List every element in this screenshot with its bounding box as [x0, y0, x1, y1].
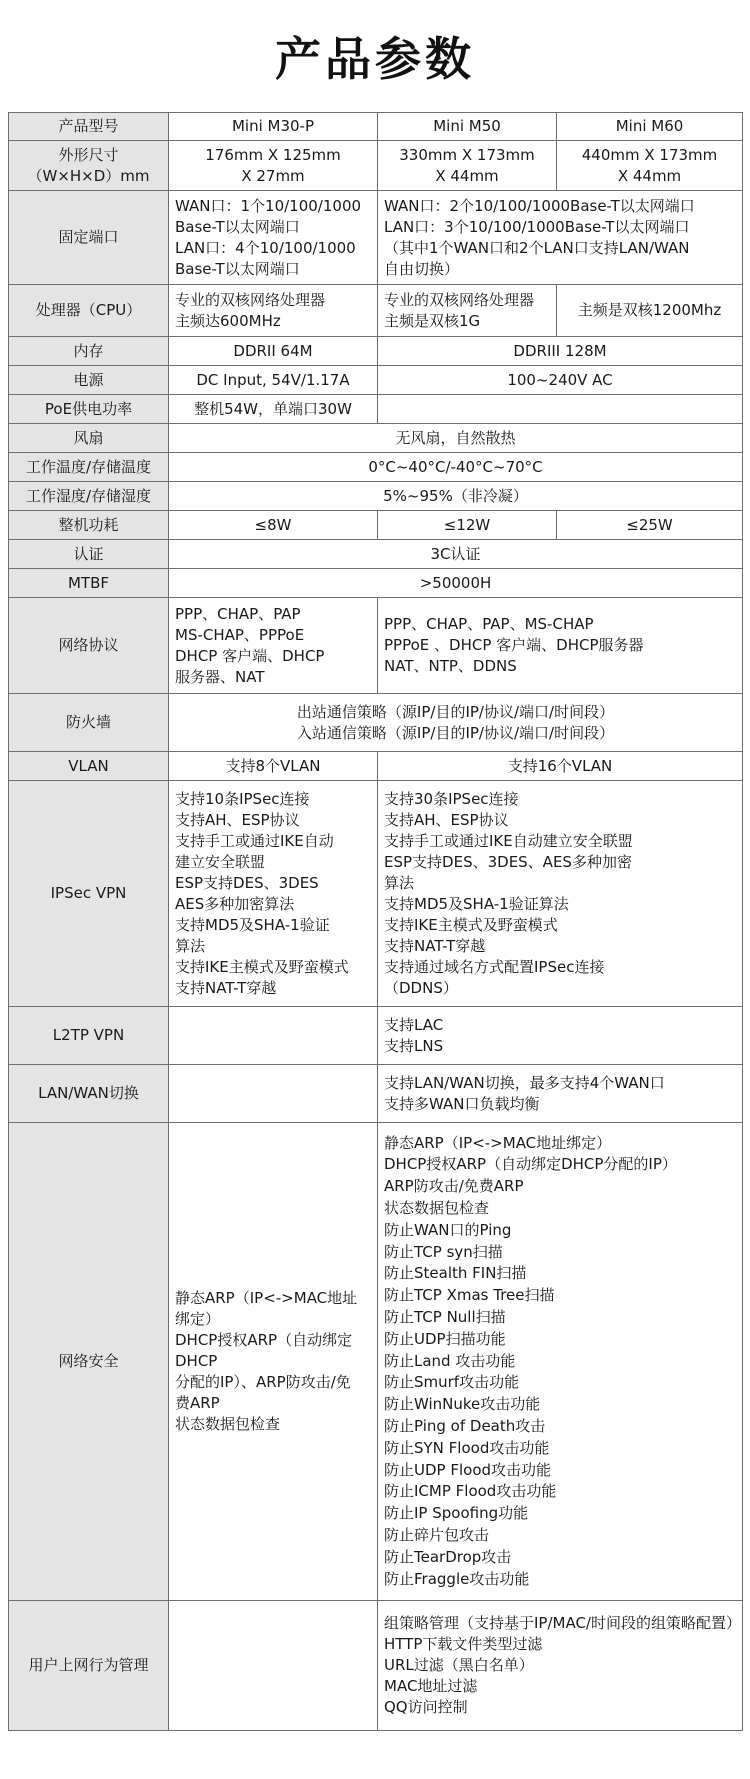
fan-value: 无风扇，自然散热	[169, 424, 743, 453]
row-cpu	[9, 285, 743, 337]
spec-table	[8, 112, 743, 1731]
model-m60: Mini M60	[557, 113, 743, 141]
row-behavior	[9, 1601, 743, 1731]
row-l2tp	[9, 1007, 743, 1065]
mtbf-label: MTBF	[9, 569, 169, 598]
row-humidity	[9, 482, 743, 511]
vlan-m30: 支持8个VLAN	[169, 752, 378, 781]
row-mtbf	[9, 569, 743, 598]
security-label: 网络安全	[9, 1123, 169, 1601]
size-label: 外形尺寸 （W×H×D）mm	[9, 141, 169, 191]
consumption-label: 整机功耗	[9, 511, 169, 540]
power-label: 电源	[9, 366, 169, 395]
row-temperature	[9, 453, 743, 482]
security-m50-m60: 静态ARP（IP<->MAC地址绑定） DHCP授权ARP（自动绑定DHCP分配的IP） ARP防攻击/免费ARP 状态数据包检查 防止WAN口的Ping 防止TCP syn扫描 防止Stealth FIN扫描 防止TCP Xmas Tree扫描 防止TCP Null扫描 防止UDP扫描功能 防止Land 攻击功能 防止Smurf攻击功能 防止WinNuke攻击功能 防止Ping of Death攻击 防止SYN Flood攻击功能 防止UDP Flood攻击功能 防止ICMP Flood攻击功能 防止IP Spoofing功能 防止碎片包攻击 防止TearDrop攻击 防止Fraggle攻击功能	[378, 1123, 743, 1601]
protocol-m50-m60: PPP、CHAP、PAP、MS-CHAP PPPoE 、DHCP 客户端、DHCP服务器 NAT、NTP、DDNS	[378, 598, 743, 694]
vlan-label: VLAN	[9, 752, 169, 781]
poe-label: PoE供电功率	[9, 395, 169, 424]
row-protocol	[9, 598, 743, 694]
row-ipsec	[9, 781, 743, 1007]
l2tp-label: L2TP VPN	[9, 1007, 169, 1065]
table-header-row	[9, 113, 743, 141]
poe-m50-m60	[378, 395, 743, 424]
size-m30: 176mm X 125mm X 27mm	[169, 141, 378, 191]
l2tp-m30	[169, 1007, 378, 1065]
ports-m50-m60: WAN口：2个10/100/1000Base-T以太网端口 LAN口：3个10/100/1000Base-T以太网端口 （其中1个WAN口和2个LAN口支持LAN/WAN 自由切换）	[378, 191, 743, 285]
protocol-m30: PPP、CHAP、PAP MS-CHAP、PPPoE DHCP 客户端、DHCP 服务器、NAT	[169, 598, 378, 694]
ports-label: 固定端口	[9, 191, 169, 285]
row-power	[9, 366, 743, 395]
row-poe	[9, 395, 743, 424]
consumption-m50: ≤12W	[378, 511, 557, 540]
row-security	[9, 1123, 743, 1601]
size-m60: 440mm X 173mm X 44mm	[557, 141, 743, 191]
row-certification	[9, 540, 743, 569]
firewall-value: 出站通信策略（源IP/目的IP/协议/端口/时间段） 入站通信策略（源IP/目的IP/协议/端口/时间段）	[169, 694, 743, 752]
lan-wan-m50-m60: 支持LAN/WAN切换，最多支持4个WAN口 支持多WAN口负载均衡	[378, 1065, 743, 1123]
row-lan-wan	[9, 1065, 743, 1123]
power-m50-m60: 100~240V AC	[378, 366, 743, 395]
model-m30p: Mini M30-P	[169, 113, 378, 141]
fan-label: 风扇	[9, 424, 169, 453]
vlan-m50-m60: 支持16个VLAN	[378, 752, 743, 781]
mtbf-value: >50000H	[169, 569, 743, 598]
cpu-m60: 主频是双核1200Mhz	[557, 285, 743, 337]
behavior-m50-m60: 组策略管理（支持基于IP/MAC/时间段的组策略配置） HTTP下载文件类型过滤 URL过滤（黑白名单） MAC地址过滤 QQ访问控制	[378, 1601, 743, 1731]
certification-value: 3C认证	[169, 540, 743, 569]
certification-label: 认证	[9, 540, 169, 569]
ipsec-m30: 支持10条IPSec连接 支持AH、ESP协议 支持手工或通过IKE自动 建立安全联盟 ESP支持DES、3DES AES多种加密算法 支持MD5及SHA-1验证 算法 支持IKE主模式及野蛮模式 支持NAT-T穿越	[169, 781, 378, 1007]
cpu-m30: 专业的双核网络处理器 主频达600MHz	[169, 285, 378, 337]
memory-m30: DDRII 64M	[169, 337, 378, 366]
lan-wan-m30	[169, 1065, 378, 1123]
behavior-label: 用户上网行为管理	[9, 1601, 169, 1731]
cpu-label: 处理器（CPU）	[9, 285, 169, 337]
temperature-label: 工作温度/存储温度	[9, 453, 169, 482]
consumption-m60: ≤25W	[557, 511, 743, 540]
memory-label: 内存	[9, 337, 169, 366]
l2tp-m50-m60: 支持LAC 支持LNS	[378, 1007, 743, 1065]
lan-wan-label: LAN/WAN切换	[9, 1065, 169, 1123]
ipsec-label: IPSec VPN	[9, 781, 169, 1007]
poe-m30: 整机54W，单端口30W	[169, 395, 378, 424]
power-m30: DC Input, 54V/1.17A	[169, 366, 378, 395]
row-size	[9, 141, 743, 191]
row-memory	[9, 337, 743, 366]
behavior-m30	[169, 1601, 378, 1731]
cpu-m50: 专业的双核网络处理器 主频是双核1G	[378, 285, 557, 337]
header-label: 产品型号	[9, 113, 169, 141]
temperature-value: 0°C~40°C/-40°C~70°C	[169, 453, 743, 482]
size-m50: 330mm X 173mm X 44mm	[378, 141, 557, 191]
ipsec-m50-m60: 支持30条IPSec连接 支持AH、ESP协议 支持手工或通过IKE自动建立安全联盟 ESP支持DES、3DES、AES多种加密 算法 支持MD5及SHA-1验证算法 支持IKE主模式及野蛮模式 支持NAT-T穿越 支持通过域名方式配置IPSec连接 （DDNS）	[378, 781, 743, 1007]
page-title: 产品参数	[275, 32, 475, 86]
row-consumption	[9, 511, 743, 540]
protocol-label: 网络协议	[9, 598, 169, 694]
model-m50: Mini M50	[378, 113, 557, 141]
row-firewall	[9, 694, 743, 752]
security-m30: 静态ARP（IP<->MAC地址 绑定） DHCP授权ARP（自动绑定 DHCP 分配的IP）、ARP防攻击/免 费ARP 状态数据包检查	[169, 1123, 378, 1601]
consumption-m30: ≤8W	[169, 511, 378, 540]
humidity-label: 工作湿度/存储湿度	[9, 482, 169, 511]
ports-m30: WAN口：1个10/100/1000 Base-T以太网端口 LAN口：4个10/100/1000 Base-T以太网端口	[169, 191, 378, 285]
row-fan	[9, 424, 743, 453]
memory-m50-m60: DDRIII 128M	[378, 337, 743, 366]
firewall-label: 防火墙	[9, 694, 169, 752]
row-vlan	[9, 752, 743, 781]
humidity-value: 5%~95%（非冷凝）	[169, 482, 743, 511]
row-ports	[9, 191, 743, 285]
